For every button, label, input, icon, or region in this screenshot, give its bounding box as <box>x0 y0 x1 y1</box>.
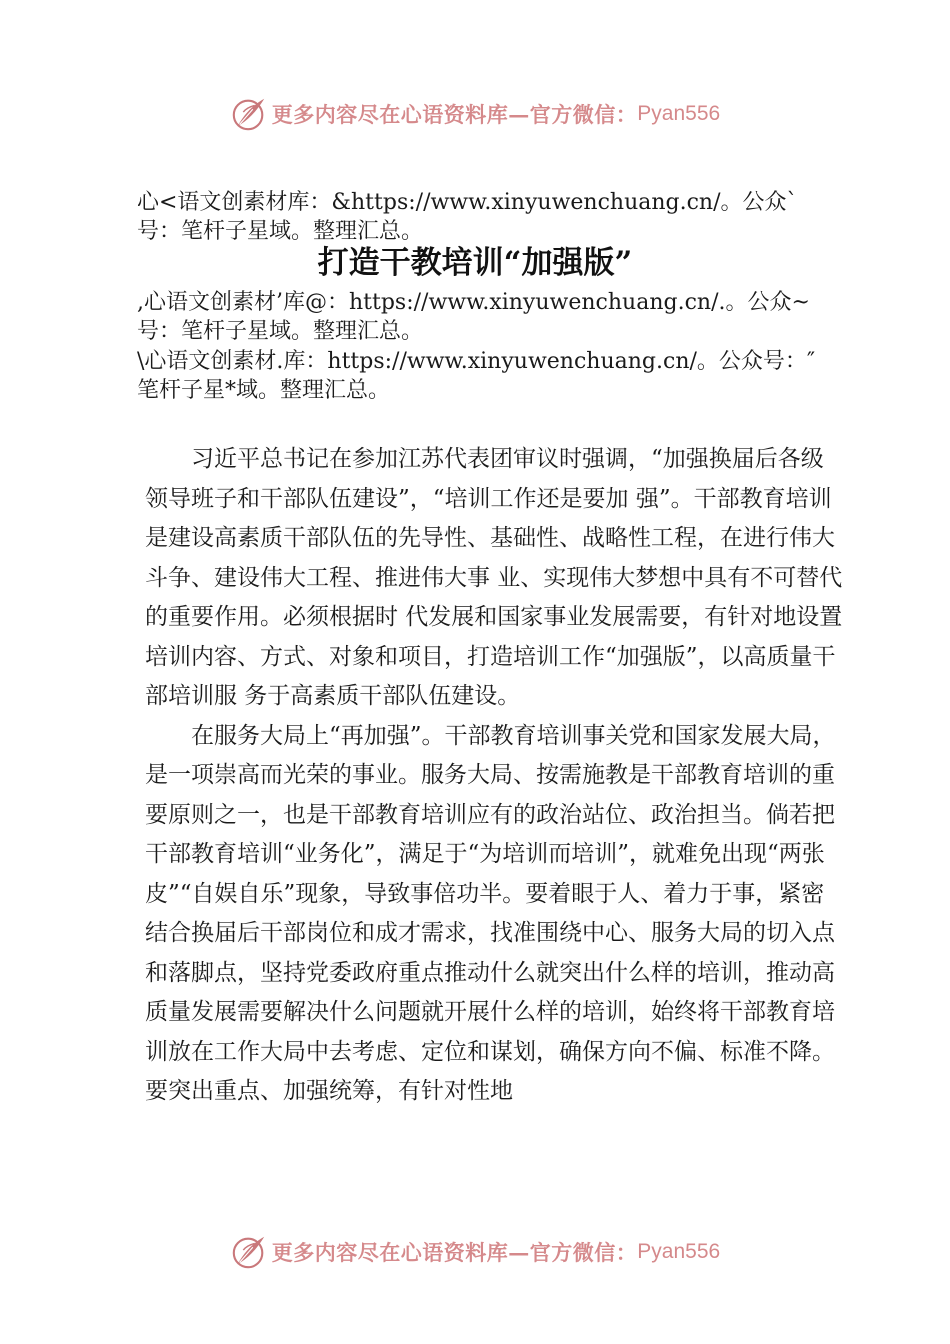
banner-text: 更多内容尽在心语资料库—官方微信： <box>271 102 638 127</box>
footer-banner <box>0 1230 950 1274</box>
watermark-notice-3: \心语文创素材.库：https://www.xinyuwenchuang.cn/。公众号：″笔杆子星*域。整理汇总。 <box>137 349 816 403</box>
banner-wechat-handle: Pyan556 <box>637 102 721 125</box>
banner-wechat-handle: Pyan556 <box>637 1240 721 1263</box>
feather-pen-logo-icon <box>230 95 268 133</box>
body-paragraph: 习近平总书记在参加江苏代表团审议时强调，“加强换届后各级领导班子和干部队伍建设”，“培训工作还是要加 强”。干部教育培训是建设高素质干部队伍的先导性、基础性、战略性工程，在进行伟大斗争、建设伟大工程、推进伟大事 业、实现伟大梦想中具有不可替代的重要作用。必须根据时 代发展和国家事业发展需要，有针对地设置培训内容、方式、对象和项目，打造培训工作“加强版”，以高质量干部培训服 务于高素质干部队伍建设。 <box>145 446 843 709</box>
feather-pen-logo-icon <box>230 1233 268 1271</box>
header-banner <box>0 92 950 136</box>
watermark-notice-1: 心<语文创素材库：&https://www.xinyuwenchuang.cn/。公众`号：笔杆子星域。整理汇总。 <box>137 190 798 244</box>
body-paragraph: 在服务大局上“再加强”。干部教育培训事关党和国家发展大局，是一项崇高而光荣的事业。服务大局、按需施教是干部教育培训的重要原则之一，也是干部教育培训应有的政治站位、政治担当。倘若把干部教育培训“业务化”，满足于“为培训而培训”，就难免出现“两张皮”“自娱自乐”现象，导致事倍功半。要着眼于人、着力于事，紧密结合换届后干部岗位和成才需求，找准围绕中心、服务大局的切入点和落脚点，坚持党委政府重点推动什么就突出什么样的培训，推动高质量发展需要解决什么问题就开展什么样的培训，始终将干部教育培训放在工作大局中去考虑、定位和谋划，确保方向不偏、标准不降。要突出重点、加强统筹，有针对性地 <box>145 722 836 1104</box>
document-title: 打造干教培训“加强版” <box>317 245 633 281</box>
banner-text: 更多内容尽在心语资料库—官方微信： <box>271 1240 638 1265</box>
document-body <box>145 440 845 1112</box>
watermark-notice-2: ,心语文创素材’库@：https://www.xinyuwenchuang.cn/.。公众~号：笔杆子星域。整理汇总。 <box>137 290 810 344</box>
